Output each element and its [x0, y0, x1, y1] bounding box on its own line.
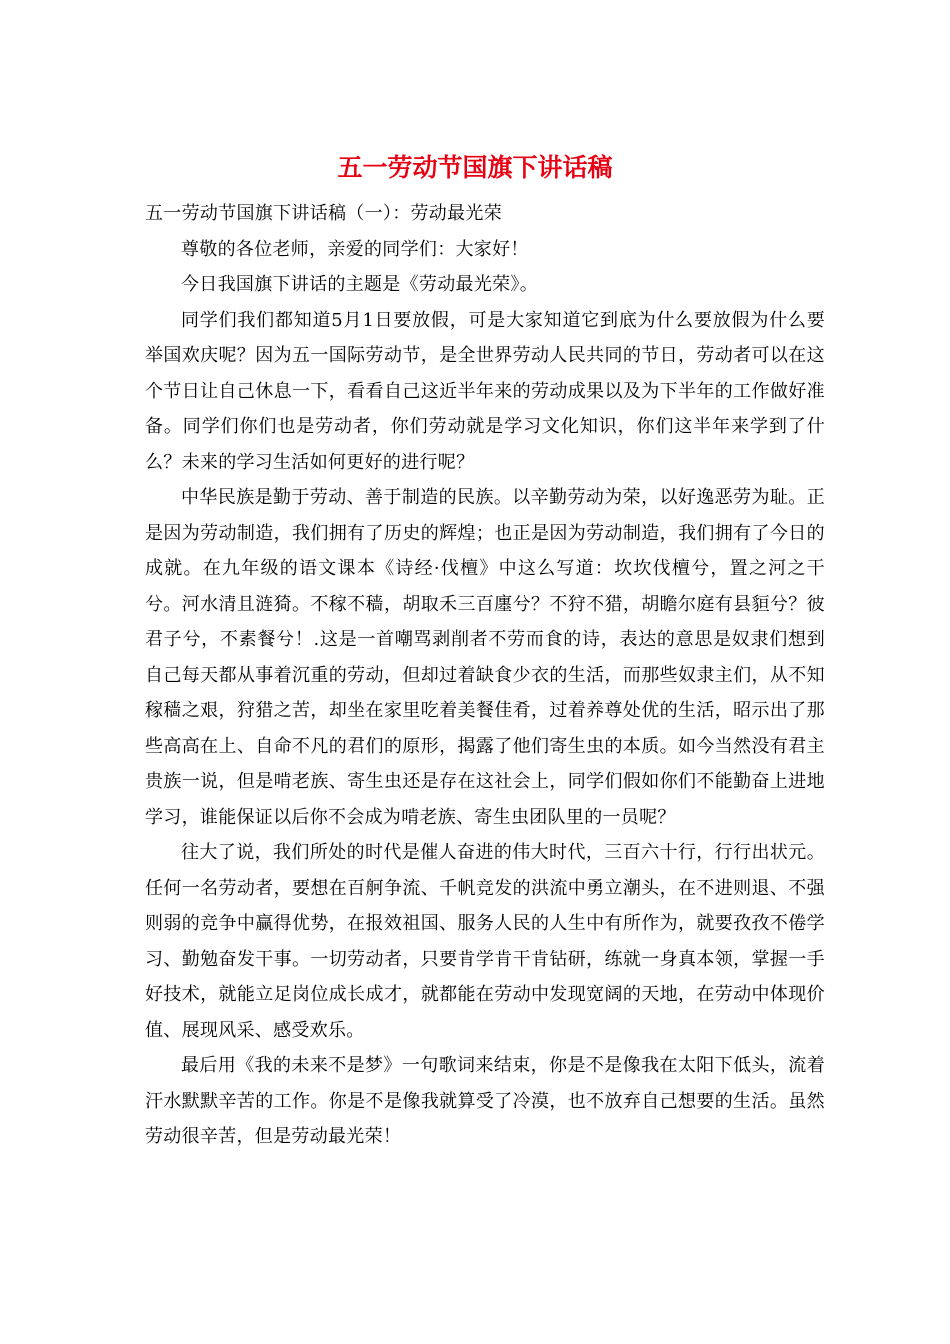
paragraph-era: 往大了说，我们所处的时代是催人奋进的伟大时代，三百六十行，行行出状元。任何一名劳动者，要想在百舸争流、千帆竞发的洪流中勇立潮头，在不进则退、不强则弱的竞争中赢得优势，在报效祖国、服务人民的人生中有所作为，就要孜孜不倦学习、勤勉奋发干事。一切劳动者，只要肯学肯干肯钻研，练就一身真本领，掌握一手好技术，就能立足岗位成长成才，就都能在劳动中发现宽阔的天地，在劳动中体现价值、展现风采、感受欢乐。 — [145, 842, 825, 1041]
document-body — [145, 196, 825, 1155]
document-title: 五一劳动节国旗下讲话稿 — [337, 153, 613, 182]
paragraph-closing: 最后用《我的未来不是梦》一句歌词来结束，你是不是像我在太阳下低头，流着汗水默默辛苦的工作。你是不是像我就算受了冷漠，也不放弃自己想要的生活。虽然劳动很辛苦，但是劳动最光荣！ — [145, 1055, 825, 1147]
paragraph-greeting: 尊敬的各位老师，亲爱的同学们：大家好！ — [181, 238, 529, 260]
paragraph-chinese-nation: 中华民族是勤于劳动、善于制造的民族。以辛勤劳动为荣，以好逸恶劳为耻。正是因为劳动制造，我们拥有了历史的辉煌；也正是因为劳动制造，我们拥有了今日的成就。在九年级的语文课本《诗经·伐檀》中这么写道：坎坎伐檀兮，置之河之干兮。河水清且涟猗。不稼不穑，胡取禾三百廛兮？不狩不猎，胡瞻尔庭有县貆兮？彼君子兮，不素餐兮！.这是一首嘲骂剥削者不劳而食的诗，表达的意思是奴隶们想到自己每天都从事着沉重的劳动，但却过着缺食少衣的生活，而那些奴隶主们，从不知稼穑之艰，狩猎之苦，却坐在家里吃着美餐佳肴，过着养尊处优的生活，昭示出了那些高高在上、自命不凡的君们的原形，揭露了他们寄生虫的本质。如今当然没有君主贵族一说，但是啃老族、寄生虫还是存在这社会上，同学们假如你们不能勤奋上进地学习，谁能保证以后你不会成为啃老族、寄生虫团队里的一员呢？ — [145, 487, 825, 828]
section-heading: 五一劳动节国旗下讲话稿（一）：劳动最光荣 — [145, 203, 502, 224]
paragraph-may-day: 同学们我们都知道5月1日要放假，可是大家知道它到底为什么要放假为什么要举国欢庆呢？因为五一国际劳动节，是全世界劳动人民共同的节日，劳动者可以在这个节日让自己休息一下，看看自己这近半年来的劳动成果以及为下半年的工作做好准备。同学们你们也是劳动者，你们劳动就是学习文化知识，你们这半年来学到了什么？未来的学习生活如何更好的进行呢？ — [145, 309, 825, 473]
paragraph-topic: 今日我国旗下讲话的主题是《劳动最光荣》。 — [181, 274, 538, 295]
